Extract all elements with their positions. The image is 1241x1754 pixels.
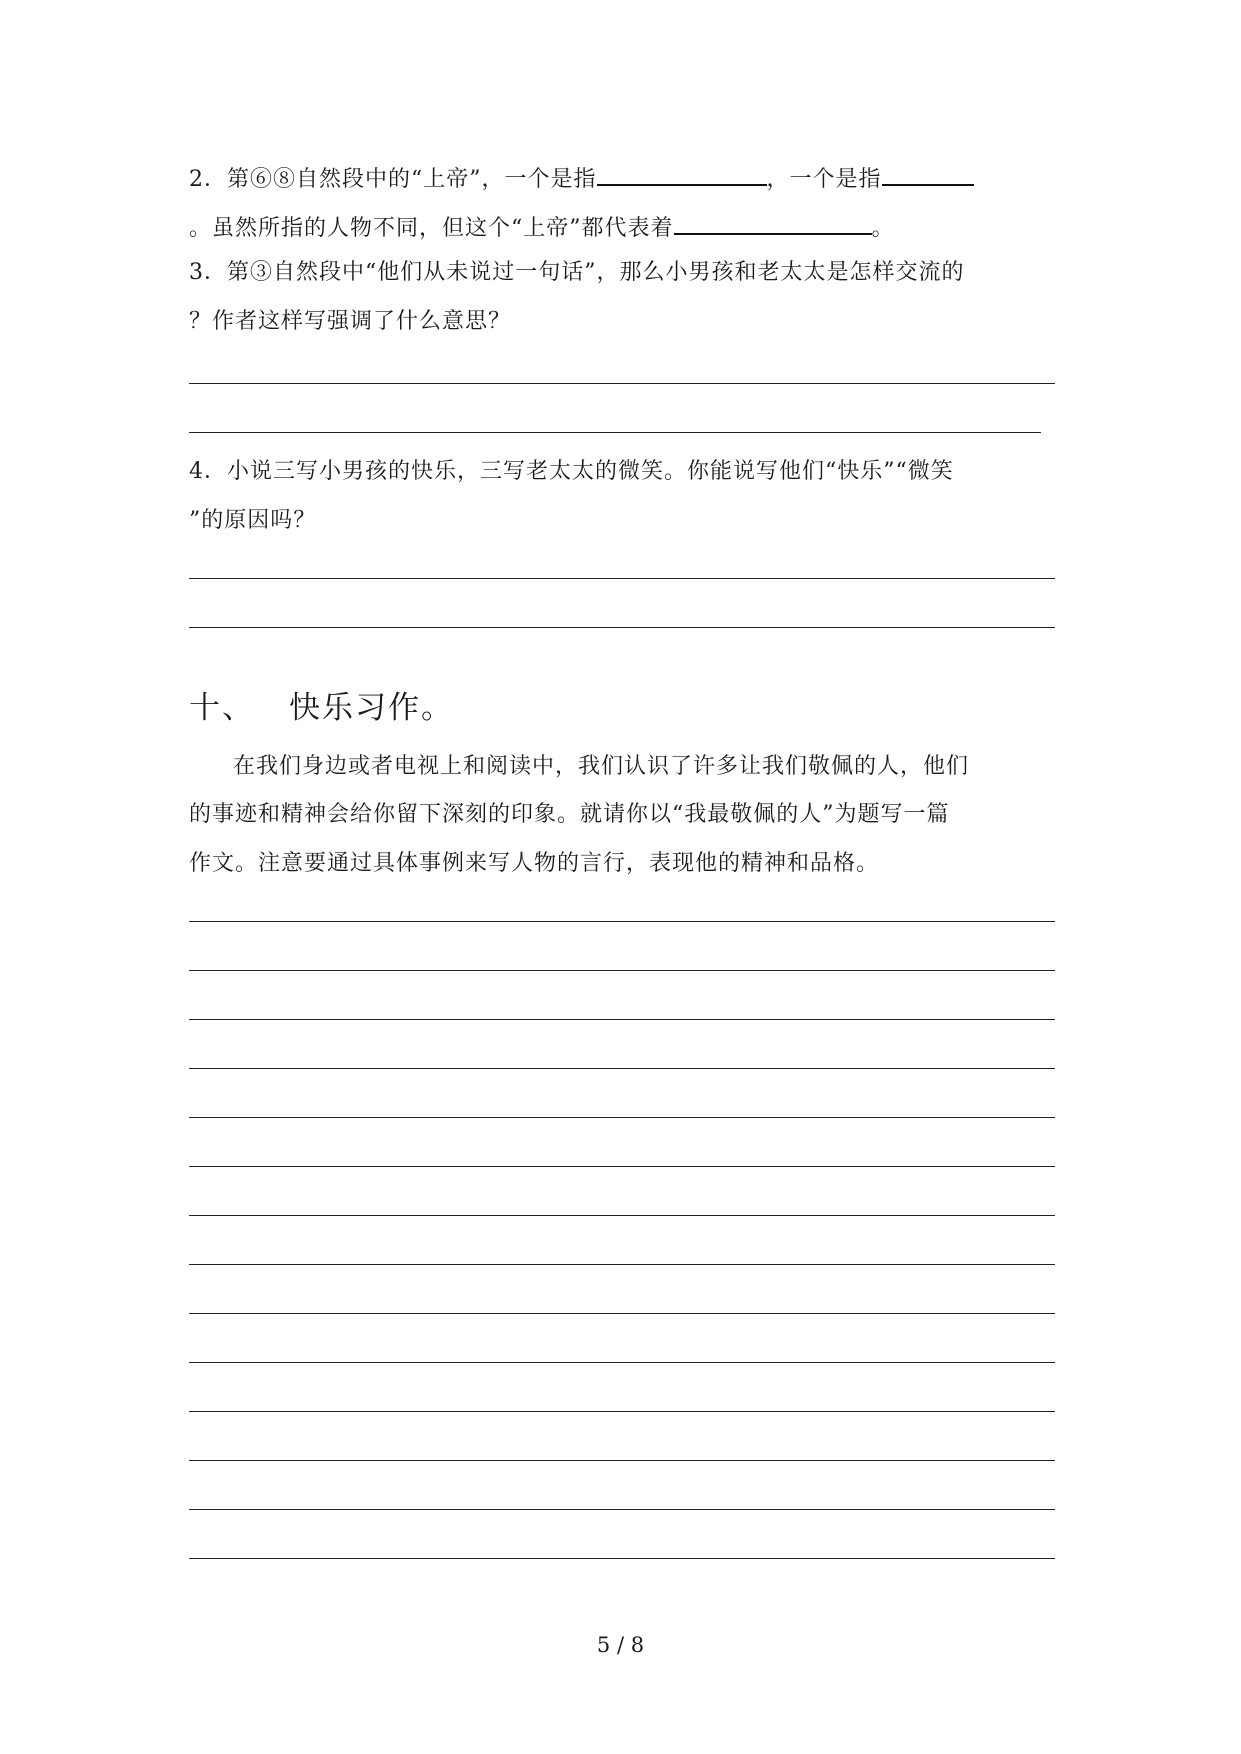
writing-line[interactable]: [189, 970, 1055, 971]
question-2-text-c: 。虽然所指的人物不同，但这个“上帝”都代表着: [189, 216, 674, 241]
writing-line[interactable]: [189, 1215, 1055, 1216]
answer-blank-q2-third[interactable]: [674, 209, 872, 235]
section-title: 快乐习作。: [289, 690, 454, 726]
answer-line[interactable]: [189, 383, 1055, 384]
writing-line[interactable]: [189, 1313, 1055, 1314]
writing-line[interactable]: [189, 1166, 1055, 1167]
page-number: 5 / 8: [596, 1633, 645, 1657]
question-3-line-1: 3．第③自然段中“他们从未说过一句话”，那么小男孩和老太太是怎样交流的: [189, 260, 965, 285]
writing-line[interactable]: [189, 1558, 1055, 1559]
answer-line[interactable]: [189, 578, 1055, 579]
question-2-line-2: [189, 209, 895, 244]
section-number: 十、: [189, 690, 255, 726]
question-2-text-a: 2．第⑥⑧自然段中的“上帝”，一个是指: [189, 167, 597, 192]
question-4-line-1: 4．小说三写小男孩的快乐，三写老太太的微笑。你能说写他们“快乐”“微笑: [189, 459, 954, 484]
prompt-line-1: 在我们身边或者电视上和阅读中，我们认识了许多让我们敬佩的人，他们: [233, 754, 970, 779]
writing-line[interactable]: [189, 1509, 1055, 1510]
writing-line[interactable]: [189, 1362, 1055, 1363]
prompt-line-3: 作文。注意要通过具体事例来写人物的言行，表现他的精神和品格。: [189, 851, 880, 876]
writing-line[interactable]: [189, 1264, 1055, 1265]
question-4-line-2: ”的原因吗？: [189, 508, 317, 533]
question-2-line-1: [189, 160, 974, 195]
answer-blank-q2-first[interactable]: [597, 160, 767, 186]
section-heading: [189, 688, 454, 728]
answer-line[interactable]: [189, 432, 1041, 433]
prompt-line-2: 的事迹和精神会给你留下深刻的印象。就请你以“我最敬佩的人”为题写一篇: [189, 802, 950, 827]
writing-line[interactable]: [189, 1411, 1055, 1412]
question-2-text-d: 。: [871, 216, 895, 241]
writing-line[interactable]: [189, 1019, 1055, 1020]
answer-blank-q2-second[interactable]: [882, 160, 974, 186]
question-2-text-b: ，一个是指: [766, 167, 882, 192]
question-3-line-2: ？作者这样写强调了什么意思？: [189, 309, 512, 334]
writing-line[interactable]: [189, 1117, 1055, 1118]
writing-line[interactable]: [189, 1068, 1055, 1069]
writing-line[interactable]: [189, 921, 1055, 922]
answer-line[interactable]: [189, 627, 1055, 628]
writing-line[interactable]: [189, 1460, 1055, 1461]
